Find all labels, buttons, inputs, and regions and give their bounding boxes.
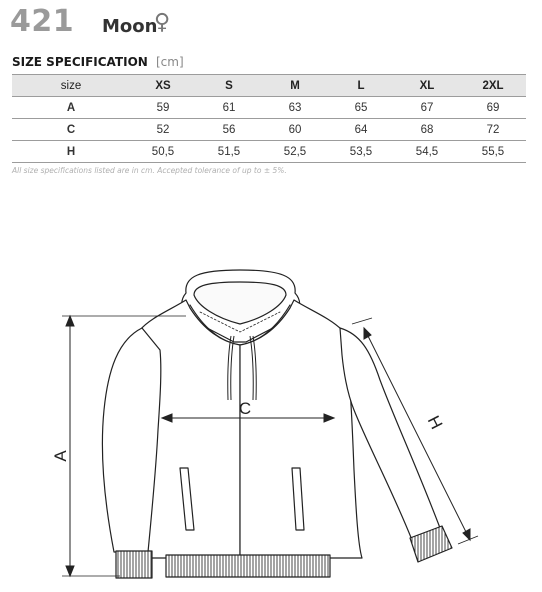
table-cell: 61 (196, 97, 262, 119)
header-m: M (262, 75, 328, 97)
table-cell: 55,5 (460, 141, 526, 163)
table-cell: 63 (262, 97, 328, 119)
table-cell: 60 (262, 119, 328, 141)
size-spec-title-text: SIZE SPECIFICATION (12, 55, 148, 69)
table-cell: 65 (328, 97, 394, 119)
tolerance-note: All size specifications listed are in cm. Accepted tolerance of up to ± 5%. (12, 166, 287, 175)
label-h: H (423, 412, 447, 433)
table-cell: 64 (328, 119, 394, 141)
female-icon: ♀ (154, 10, 171, 35)
table-cell: 53,5 (328, 141, 394, 163)
product-code: 421 (10, 4, 75, 39)
table-cell: 72 (460, 119, 526, 141)
table-cell: 50,5 (130, 141, 196, 163)
header-l: L (328, 75, 394, 97)
table-cell: 54,5 (394, 141, 460, 163)
label-a: A (51, 450, 70, 462)
table-cell: 52 (130, 119, 196, 141)
header-xl: XL (394, 75, 460, 97)
table-cell: 68 (394, 119, 460, 141)
product-model: Moon (102, 16, 158, 37)
row-label: A (12, 97, 130, 119)
header-2xl: 2XL (460, 75, 526, 97)
header-xs: XS (130, 75, 196, 97)
table-cell: 59 (130, 97, 196, 119)
hem-rib (166, 555, 330, 577)
label-c: C (238, 399, 252, 418)
table-cell: 56 (196, 119, 262, 141)
header-size: size (12, 75, 130, 97)
table-cell: 67 (394, 97, 460, 119)
row-label: C (12, 119, 130, 141)
left-cuff (116, 551, 152, 578)
row-label: H (12, 141, 130, 163)
table-cell: 52,5 (262, 141, 328, 163)
table-cell: 69 (460, 97, 526, 119)
size-spec-unit: [cm] (156, 55, 184, 69)
header-s: S (196, 75, 262, 97)
table-cell: 51,5 (196, 141, 262, 163)
